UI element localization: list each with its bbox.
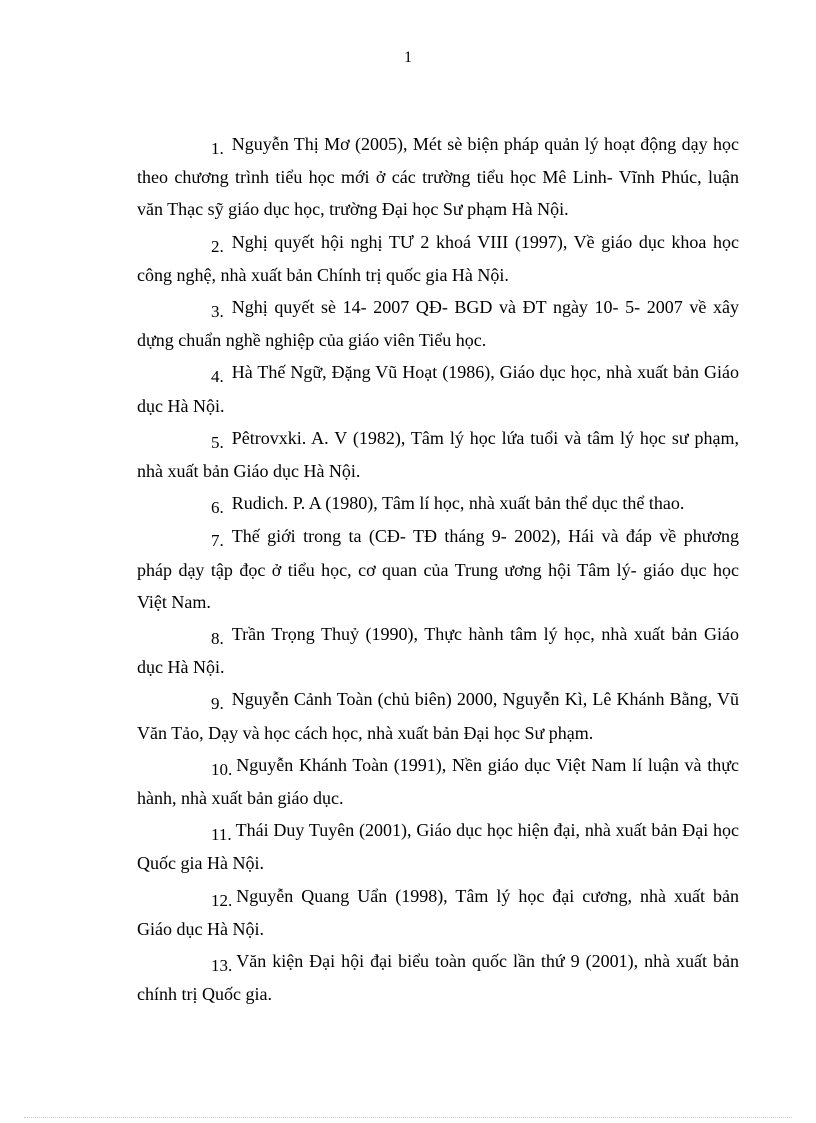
reference-item bbox=[137, 356, 739, 421]
reference-item bbox=[137, 128, 739, 226]
reference-text: Nguyễn Quang Uẩn (1998), Tâm lý học đại cương, nhà xuất bản Giáo dục Hà Nội. bbox=[137, 885, 739, 939]
reference-text: Nghị quyết hội nghị TƯ 2 khoá VIII (1997), Về giáo dục khoa học công nghệ, nhà xuất bản Chính trị quốc gia Hà Nội. bbox=[137, 231, 739, 285]
reference-number: 11. bbox=[211, 825, 232, 845]
reference-text: Nguyễn Khánh Toàn (1991), Nền giáo dục Việt Nam lí luận và thực hành, nhà xuất bản giáo dục. bbox=[137, 754, 739, 809]
page-bottom-divider bbox=[24, 1117, 792, 1118]
reference-text: Trần Trọng Thuỷ (1990), Thực hành tâm lý học, nhà xuất bản Giáo dục Hà Nội. bbox=[137, 624, 739, 678]
reference-text: Nguyễn Cảnh Toàn (chủ biên) 2000, Nguyễn Kì, Lê Khánh Bằng, Vũ Văn Tảo, Dạy và học cách học, nhà xuất bản Đại học Sư phạm. bbox=[137, 689, 739, 743]
reference-item bbox=[137, 618, 739, 683]
reference-number: 1. bbox=[211, 139, 224, 158]
reference-list bbox=[137, 128, 739, 1010]
page-number: 1 bbox=[404, 49, 412, 66]
reference-item bbox=[137, 880, 739, 945]
reference-number: 8. bbox=[211, 629, 224, 649]
reference-item bbox=[137, 422, 739, 487]
reference-text: Hà Thế Ngữ, Đặng Vũ Hoạt (1986), Giáo dục học, nhà xuất bản Giáo dục Hà Nội. bbox=[137, 362, 739, 416]
reference-text: Văn kiện Đại hội đại biểu toàn quốc lần thứ 9 (2001), nhà xuất bản chính trị Quốc gia. bbox=[137, 951, 739, 1005]
reference-item bbox=[137, 520, 739, 618]
reference-text: Pêtrovxki. A. V (1982), Tâm lý học lứa tuổi và tâm lý học sư phạm, nhà xuất bản Giáo dục Hà Nội. bbox=[137, 427, 739, 482]
reference-text: Thế giới trong ta (CĐ- TĐ tháng 9- 2002), Hái và đáp về phương pháp dạy tập đọc ở tiểu học, cơ quan của Trung ương hội Tâm lý- giáo dục học Việt Nam. bbox=[137, 526, 739, 612]
reference-number: 2. bbox=[211, 236, 224, 256]
reference-number: 12. bbox=[211, 890, 233, 910]
reference-item bbox=[137, 291, 739, 356]
reference-text: Nguyễn Thị Mơ (2005), Mét sè biện pháp quản lý hoạt động dạy học theo chương trình tiểu học mới ở các trường tiểu học Mê Linh- Vĩnh Phúc, luận văn Thạc sỹ giáo dục học, trường Đại học Sư phạm Hà Nội. bbox=[137, 134, 739, 220]
reference-text: Nghị quyết sè 14- 2007 QĐ- BGD và ĐT ngày 10- 5- 2007 về xây dựng chuẩn nghề nghiệp của giáo viên Tiểu học. bbox=[137, 297, 739, 351]
reference-item bbox=[137, 945, 739, 1010]
reference-number: 3. bbox=[211, 302, 224, 322]
reference-item bbox=[137, 487, 739, 520]
reference-text: Thái Duy Tuyên (2001), Giáo dục học hiện đại, nhà xuất bản Đại học Quốc gia Hà Nội. bbox=[137, 820, 739, 874]
reference-number: 4. bbox=[211, 367, 224, 387]
reference-number: 5. bbox=[211, 432, 224, 452]
reference-number: 7. bbox=[211, 531, 224, 551]
reference-item bbox=[137, 749, 739, 814]
reference-number: 10. bbox=[211, 759, 233, 779]
reference-item bbox=[137, 683, 739, 748]
reference-number: 13. bbox=[211, 956, 233, 976]
reference-text: Rudich. P. A (1980), Tâm lí học, nhà xuất bản thể dục thể thao. bbox=[231, 493, 685, 514]
reference-item bbox=[137, 226, 739, 291]
reference-number: 9. bbox=[211, 694, 224, 714]
reference-number: 6. bbox=[211, 498, 224, 518]
reference-item bbox=[137, 814, 739, 879]
